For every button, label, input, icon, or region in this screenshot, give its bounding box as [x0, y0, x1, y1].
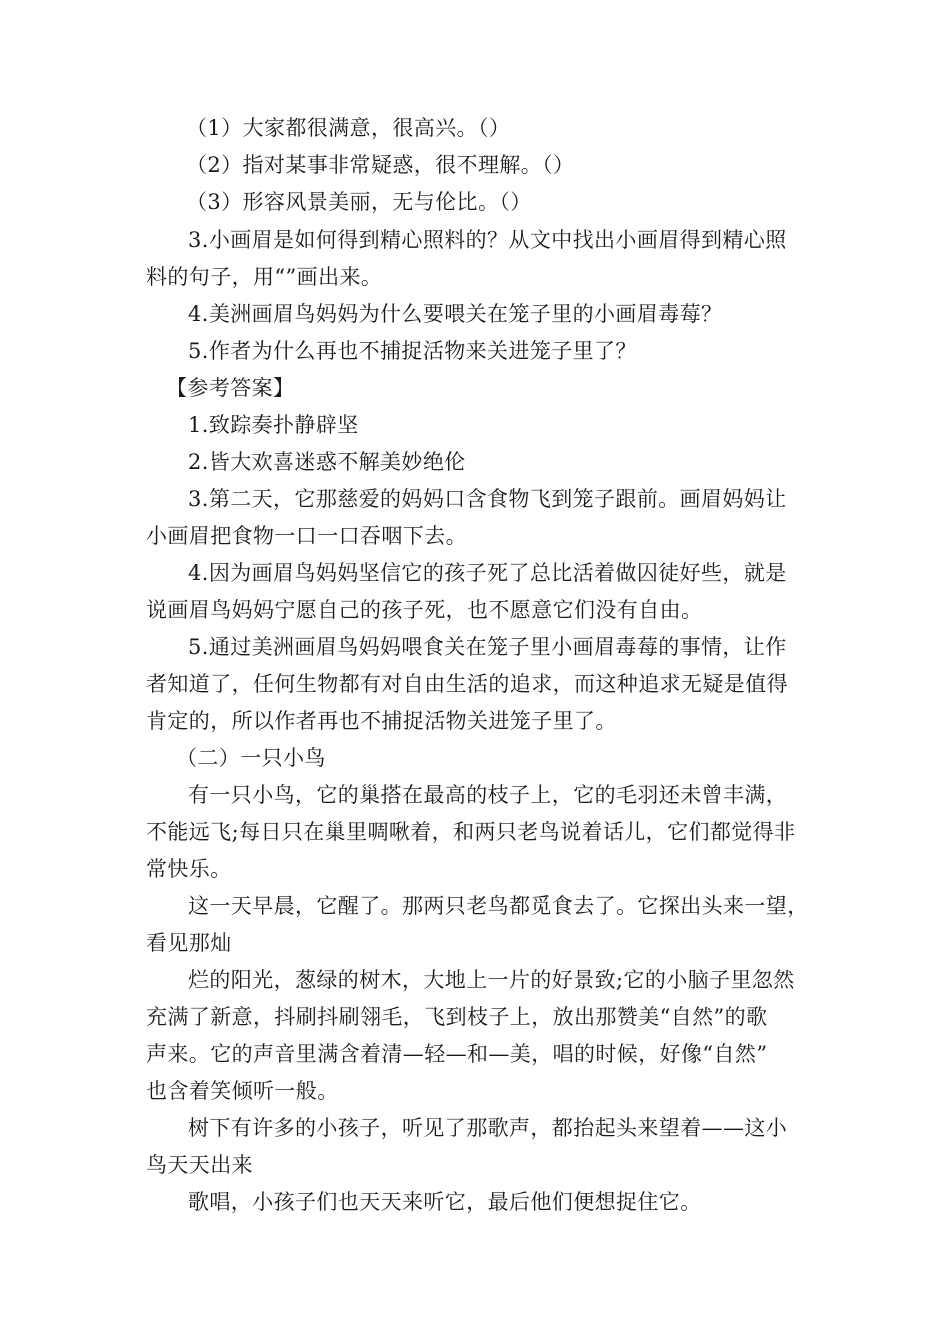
text-line: 3.小画眉是如何得到精心照料的？从文中找出小画眉得到精心照 — [188, 228, 787, 252]
text-line: （3）形容风景美丽，无与伦比。（） — [186, 190, 532, 214]
text-line: （1）大家都很满意，很高兴。（） — [186, 116, 511, 140]
text-line: 烂的阳光，葱绿的树木，大地上一片的好景致;它的小脑子里忽然 — [188, 968, 795, 992]
text-line: 料的句子，用“”画出来。 — [146, 265, 383, 289]
text-line: 5.作者为什么再也不捕捉活物来关进笼子里了？ — [188, 339, 637, 363]
section-heading: 【参考答案】 — [166, 376, 295, 400]
text-line: 也含着笑倾听一般。 — [146, 1079, 339, 1103]
text-line: 常快乐。 — [146, 857, 232, 881]
text-line: （2）指对某事非常疑惑，很不理解。（） — [186, 153, 575, 177]
text-line: 有一只小鸟，它的巢搭在最高的枝子上，它的毛羽还未曾丰满， — [188, 783, 788, 807]
text-line: 肯定的，所以作者再也不捕捉活物关进笼子里了。 — [146, 709, 617, 733]
text-line: 5.通过美洲画眉鸟妈妈喂食关在笼子里小画眉毒莓的事情，让作 — [188, 635, 787, 659]
text-line: 小画眉把食物一口一口吞咽下去。 — [146, 524, 467, 548]
text-line: 声来。它的声音里满含着清—轻—和—美，唱的时候，好像“自然” — [146, 1042, 768, 1066]
text-line: 4.美洲画眉鸟妈妈为什么要喂关在笼子里的小画眉毒莓？ — [188, 302, 723, 326]
text-line: 1.致踪奏扑静辟坚 — [188, 413, 359, 437]
text-line: 者知道了，任何生物都有对自由生活的追求，而这种追求无疑是值得 — [146, 672, 788, 696]
text-line: 3.第二天，它那慈爱的妈妈口含食物飞到笼子跟前。画眉妈妈让 — [188, 487, 787, 511]
text-line: 这一天早晨，它醒了。那两只老鸟都觅食去了。它探出头来一望， — [188, 894, 809, 918]
text-line: 树下有许多的小孩子，听见了那歌声，都抬起头来望着——这小 — [188, 1116, 788, 1140]
text-line: 说画眉鸟妈妈宁愿自己的孩子死，也不愿意它们没有自由。 — [146, 598, 703, 622]
text-line: 4.因为画眉鸟妈妈坚信它的孩子死了总比活着做囚徒好些，就是 — [188, 561, 787, 585]
section-heading: （二）一只小鸟 — [176, 746, 326, 770]
text-line: 看见那灿 — [146, 931, 232, 955]
text-line: 不能远飞;每日只在巢里啁啾着，和两只老鸟说着话儿，它们都觉得非 — [146, 820, 796, 844]
text-line: 2.皆大欢喜迷惑不解美妙绝伦 — [188, 450, 466, 474]
text-line: 鸟天天出来 — [146, 1153, 253, 1177]
text-line: 充满了新意，抖刷抖刷翎毛，飞到枝子上，放出那赞美“自然”的歌 — [146, 1005, 768, 1029]
text-line: 歌唱，小孩子们也天天来听它，最后他们便想捉住它。 — [188, 1190, 702, 1214]
